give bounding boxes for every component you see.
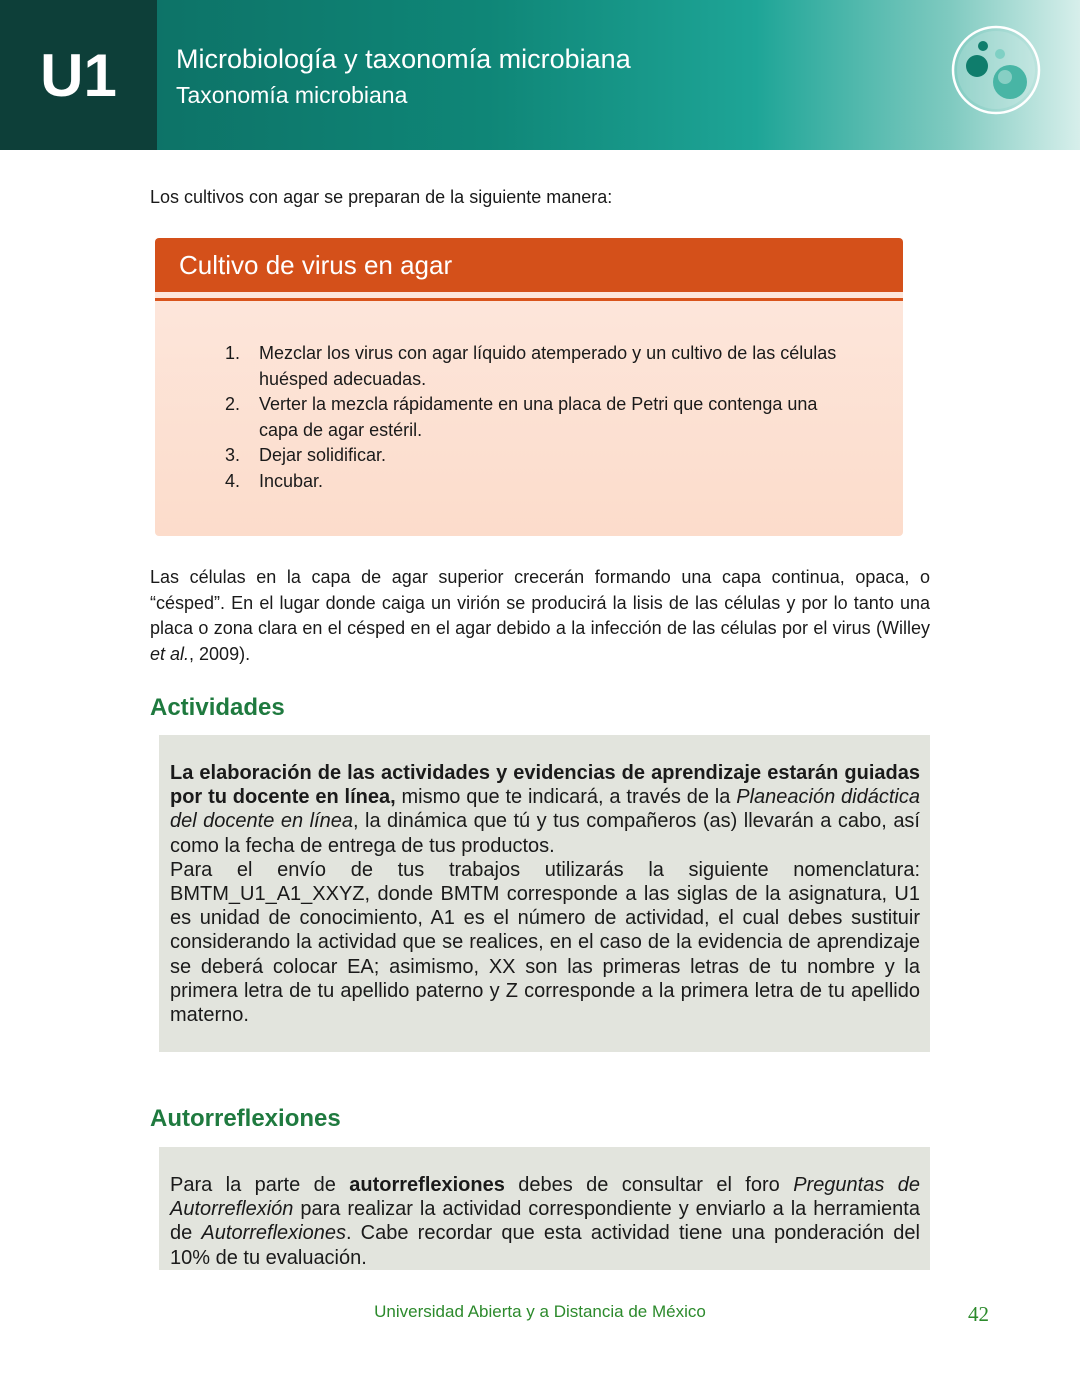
culture-box-title: Cultivo de virus en agar — [155, 238, 903, 292]
autoreflection-text: Para la parte de autorreflexiones debes de consultar el foro Preguntas de Autorreflexión para realizar la actividad correspondiente y enviarlo a la herramienta de Autorreflexiones. Cabe recordar que esta actividad tiene una ponderación del 10% de tu evaluación. — [170, 1174, 921, 1269]
title-divider — [155, 298, 903, 301]
body-paragraph: Las células en la capa de agar superior crecerán formando una capa continua, opaca, o “césped”. En el lugar donde caiga un virión se producirá la lisis de las células y por lo tanto una placa o zona clara en el césped en el agar debido a la infección de las células por el virus (Willey et al., 2009). — [150, 567, 930, 664]
activities-heading: Actividades — [150, 694, 285, 721]
culture-procedure-box — [155, 238, 903, 536]
molecule-logo-icon — [950, 24, 1042, 116]
autoreflection-heading: Autorreflexiones — [150, 1105, 341, 1132]
course-title: Microbiología y taxonomía microbiana — [176, 44, 631, 74]
page-number: 42 — [968, 1302, 989, 1326]
topic-subtitle: Taxonomía microbiana — [176, 82, 408, 108]
footer-institution: Universidad Abierta y a Distancia de México — [374, 1302, 706, 1321]
activities-text: La elaboración de las actividades y evidencias de aprendizaje estarán guiadas por tu docente en línea, mismo que te indicará, a través de la Planeación didáctica del docente en línea, la dinámica que tú y tus compañeros (as) llevarán a cabo, así como la fecha de entrega de tus productos. Para el envío de tus trabajos utilizarás la siguiente nomenclatura: BMTM_U1_A1_XXYZ, donde BMTM corresponde a las siglas de la asignatura, U1 es unidad de conocimiento, A1 es el número de actividad, el cual debes sustituir considerando la actividad que se realices, en el caso de la evidencia de aprendizaje se deberá colocar EA; asimismo, XX son las primeras letras de tu nombre y la primera letra de tu apellido paterno y Z corresponde a la primera letra de tu apellido materno. — [170, 762, 920, 1027]
unit-label: U1 — [0, 0, 157, 150]
procedure-steps — [225, 341, 845, 495]
list-item: 3. Dejar solidificar. — [225, 445, 387, 466]
list-item: 2. Verter la mezcla rápidamente en una placa de Petri que contenga una capa de agar estéril. — [225, 394, 818, 440]
list-item: 1. Mezclar los virus con agar líquido atemperado y un cultivo de las células huésped adecuadas. — [225, 343, 837, 389]
page-header — [0, 0, 1080, 150]
list-item: 4. Incubar. — [225, 470, 324, 491]
intro-text: Los cultivos con agar se preparan de la siguiente manera: — [150, 187, 613, 207]
